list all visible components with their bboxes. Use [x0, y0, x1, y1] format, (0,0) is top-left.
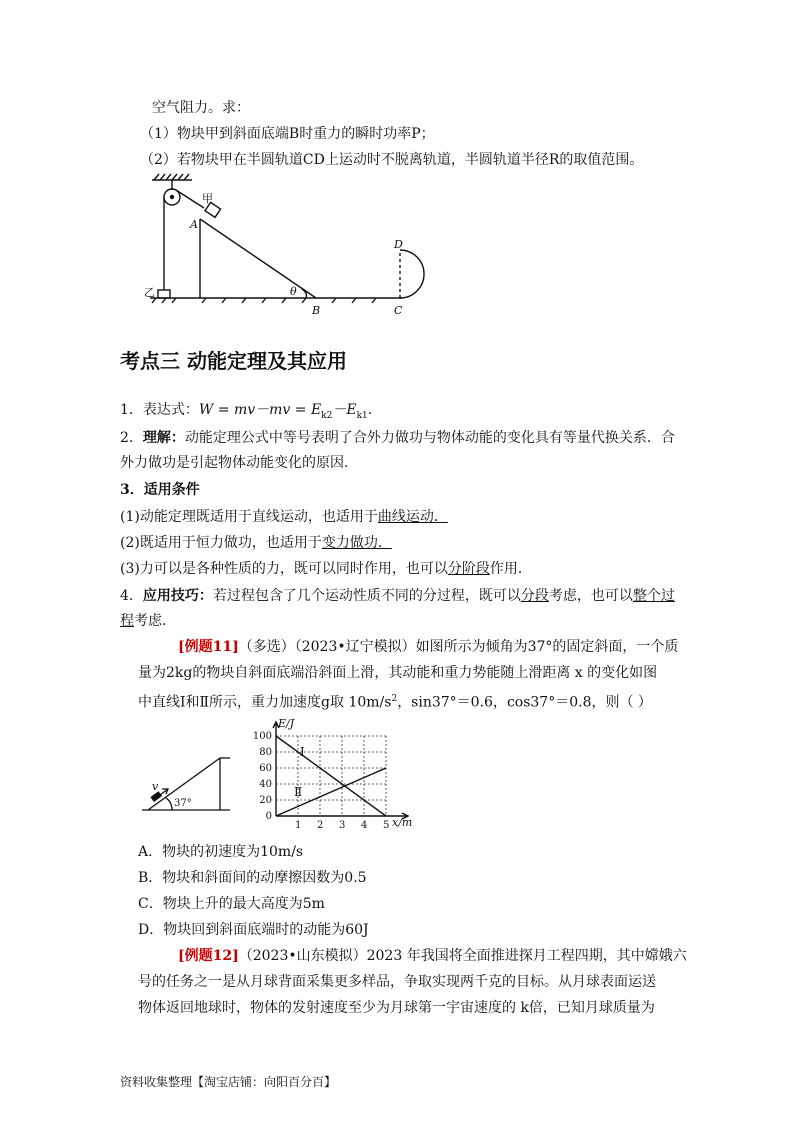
chart-y-tick-label: 20: [259, 795, 272, 806]
example-11-line2: 量为2kg的物块自斜面底端沿斜面上滑，其动能和重力势能随上滑距离 x 的变化如图: [138, 665, 658, 681]
option-b: B．物块和斜面间的动摩擦因数为0.5: [138, 870, 367, 886]
chart-x-tick-label: 4: [361, 820, 368, 831]
chart-y-label: E/J: [278, 717, 295, 730]
example-12-line2: 号的任务之一是从月球背面采集更多样品，争取实现两千克的目标。从月球表面运送: [138, 974, 656, 990]
point-4-cont: 程考虑．: [120, 613, 176, 629]
point-2-cont: 外力做功是引起物体动能变化的原因．: [120, 455, 358, 471]
block-yi: [158, 290, 170, 298]
chart-x-tick-label: 1: [295, 820, 302, 831]
option-c: C．物块上升的最大高度为5m: [138, 896, 325, 912]
point-4: 4．应用技巧：若过程包含了几个运动性质不同的分过程，既可以分段考虑，也可以整个过: [120, 588, 675, 604]
incline-pulley-figure: [140, 172, 440, 322]
label-jia: 甲: [202, 192, 213, 205]
footer-text: 资料收集整理【淘宝店铺：向阳百分百】: [120, 1075, 337, 1089]
point-2: 2．理解：动能定理公式中等号表明了合外力做功与物体动能的变化具有等量代换关系．合: [120, 430, 675, 446]
label-D: D: [394, 238, 403, 251]
option-d: D．物块回到斜面底端时的动能为60J: [138, 922, 369, 938]
incline-37-figure: [138, 752, 238, 818]
chart-x-tick-label: 3: [339, 820, 346, 831]
example-11-tag: [例题11]: [178, 639, 239, 655]
chart-y-tick-label: 60: [259, 763, 272, 774]
series-label-II: Ⅱ: [294, 785, 303, 799]
chart-x-tick-label: 5: [383, 820, 390, 831]
option-a: A．物块的初速度为10m/s: [138, 844, 304, 860]
question-2: （2）若物块甲在半圆轨道CD上运动时不脱离轨道，半圆轨道半径R的取值范围。: [140, 152, 644, 168]
label-37: 37°: [174, 798, 192, 809]
label-C: C: [394, 304, 403, 317]
example-12-line1: [例题12]（2023•山东模拟）2023 年我国将全面推进探月工程四期，其中嫦娥六: [178, 948, 687, 964]
point-1: 1．表达式：$W = mv-mv = E_{k2}-E_{k1}$.: [120, 402, 373, 421]
label-yi: 乙: [144, 286, 155, 299]
section-title: 考点三 动能定理及其应用: [120, 349, 347, 373]
condition-2: (2)既适用于恒力做功，也适用于变力做功．: [120, 535, 392, 551]
example-12-tag: [例题12]: [178, 948, 239, 964]
label-A: A: [190, 218, 198, 231]
question-1: （1）物块甲到斜面底端B时重力的瞬时功率P；: [140, 126, 435, 142]
chart-y-tick-label: 100: [252, 731, 272, 742]
example-11-line3: 中直线Ⅰ和Ⅱ所示，重力加速度g取 $10m/s^2$，sin37°＝0.6，cos37°＝0.8，则（ ）: [138, 694, 652, 711]
intro-line: 空气阻力。求：: [152, 100, 250, 116]
energy-distance-chart: [246, 716, 426, 836]
chart-y-tick-label: 40: [259, 779, 272, 790]
label-theta: θ: [290, 285, 297, 298]
example-11-line1: [例题11]（多选）（2023•辽宁模拟）如图所示为倾角为37°的固定斜面，一个质: [178, 639, 679, 655]
example-12-line3: 物体返回地球时，物体的发射速度至少为月球第一宇宙速度的 k倍，已知月球质量为: [138, 1000, 655, 1016]
point-3-title: 3．适用条件: [120, 482, 200, 498]
series-label-I: Ⅰ: [300, 745, 305, 759]
condition-3: (3)力可以是各种性质的力，既可以同时作用，也可以分阶段作用．: [120, 561, 532, 577]
chart-y-tick-label: 0: [265, 811, 272, 822]
condition-1: (1)动能定理既适用于直线运动，也适用于曲线运动．: [120, 509, 448, 525]
label-v: v: [152, 780, 159, 793]
label-B: B: [312, 304, 321, 317]
chart-x-tick-label: 2: [317, 820, 324, 831]
chart-x-label: x/m: [392, 816, 413, 829]
chart-series-line-1: [276, 736, 386, 816]
chart-y-tick-label: 80: [259, 747, 272, 758]
